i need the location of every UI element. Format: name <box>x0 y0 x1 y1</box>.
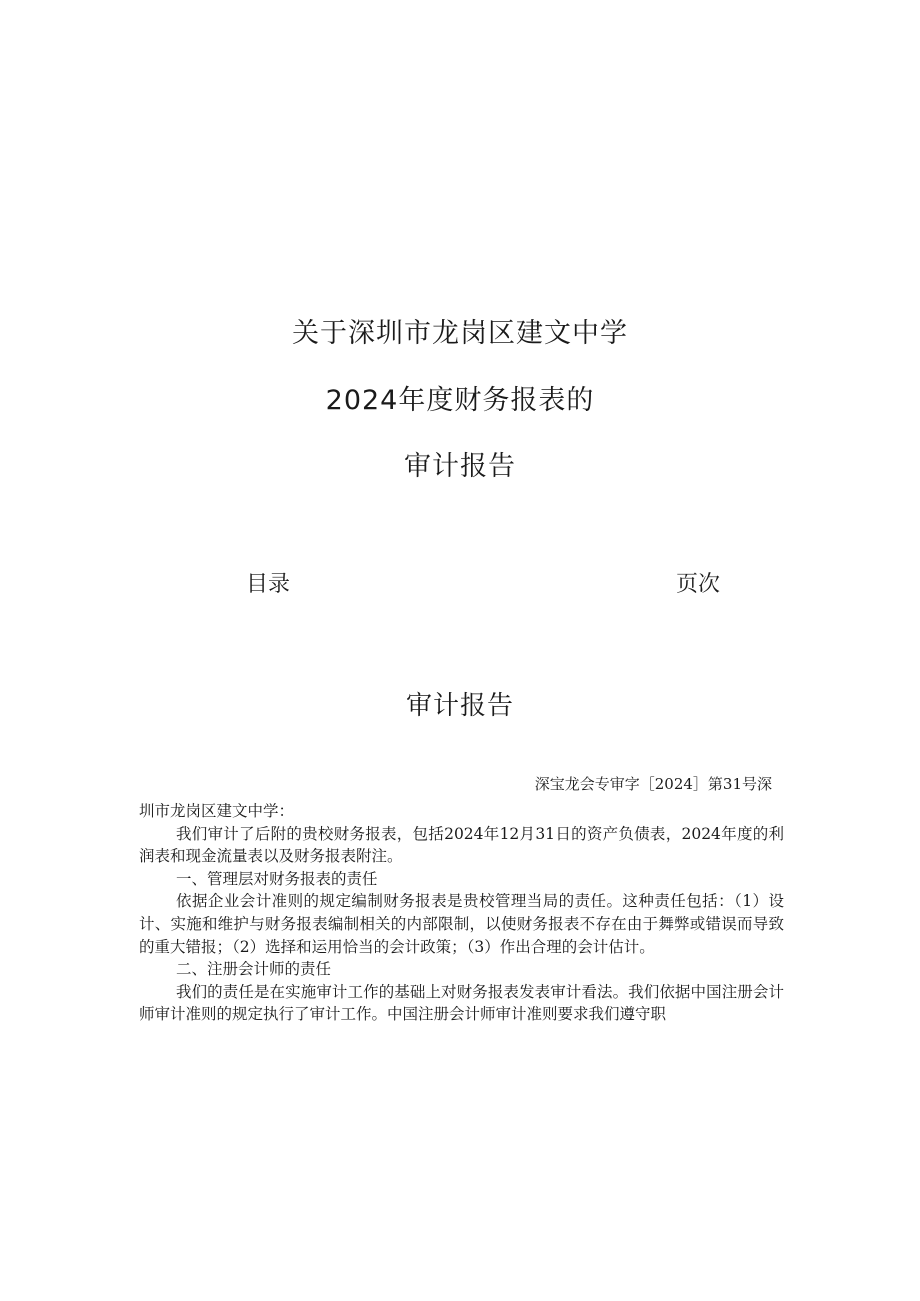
report-title-line-1: 关于深圳市龙岗区建文中学 <box>292 318 628 349</box>
toc-contents-label: 目录 <box>246 572 291 597</box>
addressee: 圳市龙岗区建文中学： <box>139 802 295 820</box>
report-title-line-3: 审计报告 <box>404 451 516 482</box>
audit-report-heading: 审计报告 <box>405 691 514 721</box>
paragraph-management-responsibility: 依据企业会计准则的规定编制财务报表是贵校管理当局的责任。这种责任包括：（1）设计、实施和维护与财务报表编制相关的内部限制，以使财务报表不存在由于舞弊或错误而导致的重大错报；（2）选择和运用恰当的会计政策；（3）作出合理的会计估计。 <box>139 892 784 956</box>
paragraph-auditor-responsibility: 我们的责任是在实施审计工作的基础上对财务报表发表审计看法。我们依据中国注册会计师审计准则的规定执行了审计工作。中国注册会计师审计准则要求我们遵守职 <box>139 982 784 1024</box>
report-body <box>139 800 784 1026</box>
section-heading-management: 一、管理层对财务报表的责任 <box>176 869 378 888</box>
report-title-line-2: 2024年度财务报表的 <box>325 385 595 416</box>
toc-page-label: 页次 <box>676 572 721 597</box>
document-number: 深宝龙会专审字［2024］第31号深 <box>534 775 772 793</box>
paragraph-scope: 我们审计了后附的贵校财务报表，包括2024年12月31日的资产负债表，2024年度的利润表和现金流量表以及财务报表附注。 <box>139 824 784 866</box>
section-heading-auditor: 二、注册会计师的责任 <box>176 960 332 979</box>
